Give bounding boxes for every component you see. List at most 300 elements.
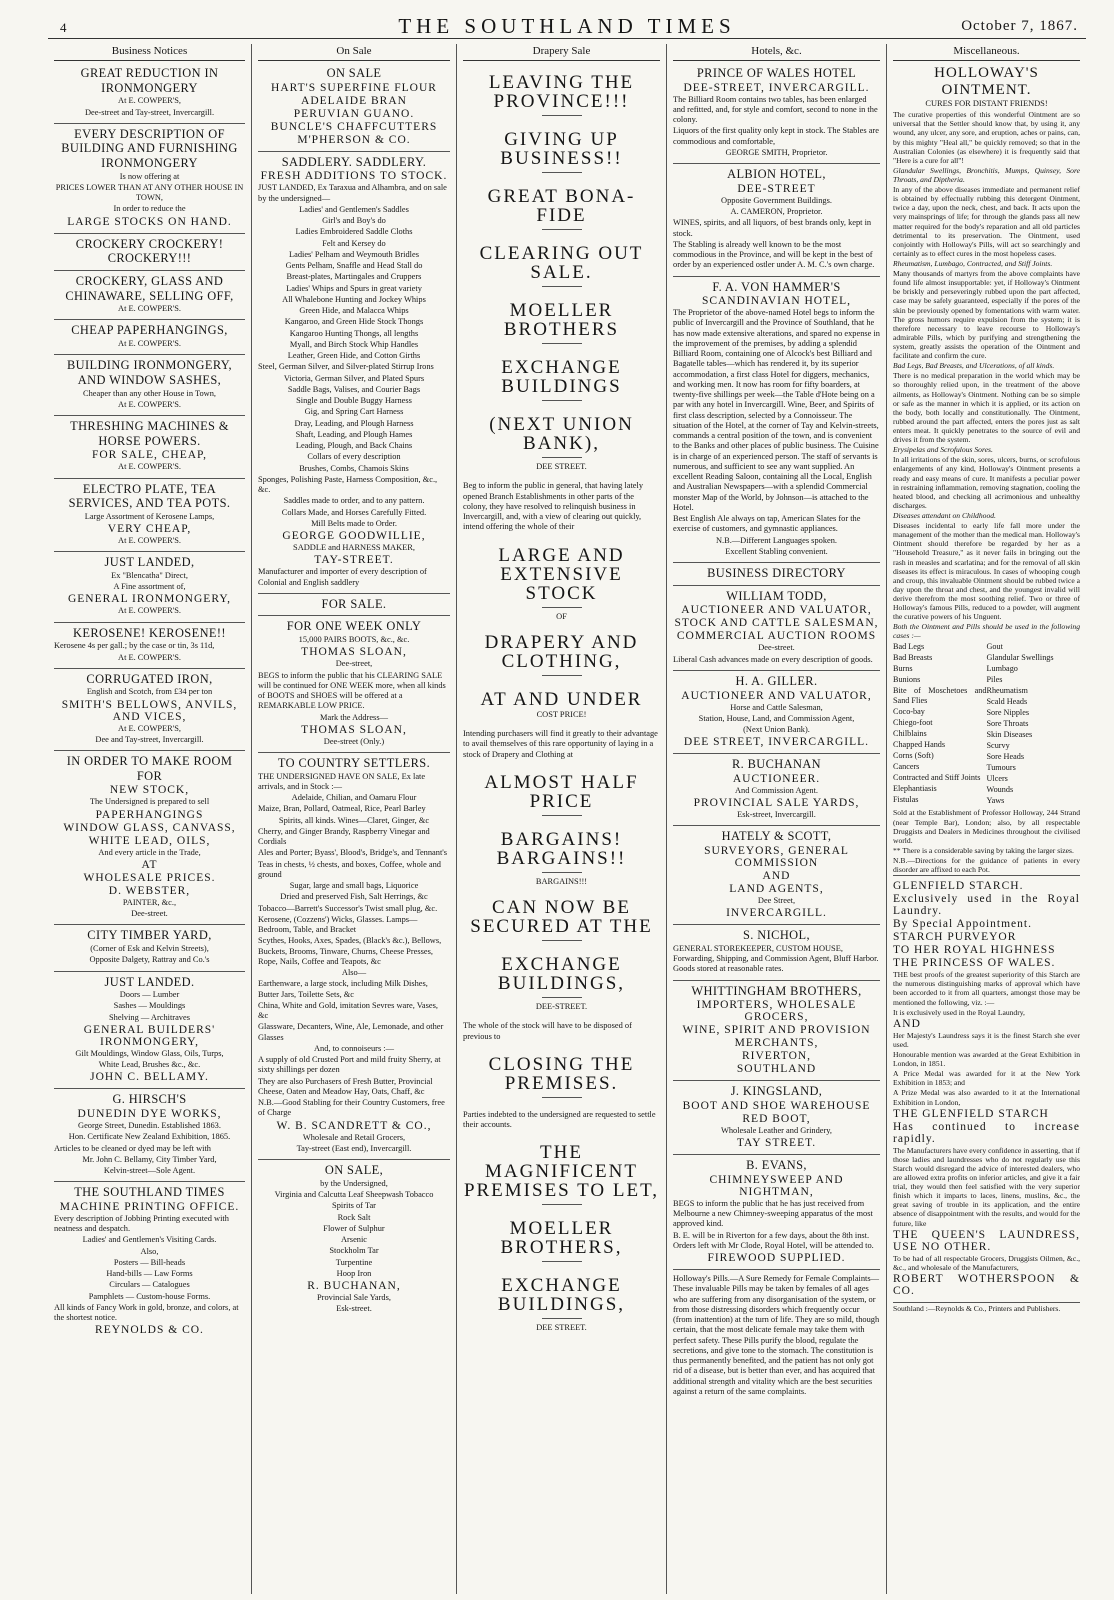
advert-line: Steel, German Silver, and Silver-plated Stirrup Irons xyxy=(258,362,434,372)
advert-heading: WHITTINGHAM BROTHERS, xyxy=(691,983,862,998)
advert-line: Myall, and Birch Stock Whip Handles xyxy=(289,339,419,349)
advert-line: A. CAMERON, Proprietor. xyxy=(730,207,823,216)
advert-line: Articles to be cleaned or dyed may be left with xyxy=(54,1143,211,1153)
advert xyxy=(54,479,245,553)
advert xyxy=(54,623,245,669)
advert-line: Gig, and Spring Cart Harness xyxy=(304,407,404,417)
advert-line: White Lead, Brushes &c., &c. xyxy=(98,1060,201,1070)
case-item: Bunions xyxy=(893,675,921,685)
advert-heading: BUSINESS DIRECTORY xyxy=(707,566,846,581)
advert-line: Dee-street. xyxy=(758,643,795,653)
drapery-line: AT AND UNDER xyxy=(480,688,643,710)
case-item: Skin Diseases xyxy=(986,730,1033,740)
paragraph: ** There is a considerable saving by taking the larger sizes. xyxy=(893,845,1074,855)
advert-line: B. E. will be in Riverton for a few days, about the 8th inst. Orders left with Mr Clode, Royal Hotel, will be attended to. xyxy=(673,1230,874,1250)
advert-line: At E. COWPER'S. xyxy=(118,304,181,314)
advert-line: WINES, spirits, and all liquors, of best brands only, kept in stock. xyxy=(673,218,872,238)
advert-line: Opposite Dalgety, Rattray and Co.'s xyxy=(89,955,210,965)
advert-line: HART'S SUPERFINE FLOUR xyxy=(271,81,437,94)
imprint: Southland :—Reynolds & Co., Printers and Publishers. xyxy=(893,1303,1061,1313)
advert-line: AND xyxy=(893,1017,921,1030)
paragraph: In any of the above diseases immediate and permanent relief is obtained by effectually rubbing this detergent Ointment, twice a day, upon the neck, chest, and back. It acts upon the very mainsprings of life; for through the glands pass all new matter required for the body's reparation and all old particles detrimental to its preservation. The Ointment, used conjointly with Holloway's Pills, will act so searchingly and certainly as to effect cures in the most hopeless cases. xyxy=(893,185,1080,258)
advert-line: AUCTIONEER. xyxy=(732,772,821,785)
advert-line: Best English Ale always on tap, American Slates for the exercise of customers, and gymnastic appliances. xyxy=(673,514,861,534)
advert-line: At E. COWPER'S, xyxy=(118,96,181,106)
cases-list xyxy=(893,641,1080,807)
advert-line: Kerosene 4s per gall.; by the case or tin, 3s 11d, xyxy=(54,641,215,651)
advert-line: Gents Pelham, Snaffle and Head Stall do xyxy=(285,261,423,270)
divider xyxy=(542,343,582,344)
advert-line: Shelving — Architraves xyxy=(109,1012,190,1022)
drapery-line: EXCHANGE BUILDINGS, xyxy=(497,954,626,994)
advert-line: Opposite Government Buildings. xyxy=(721,195,832,205)
advert xyxy=(673,925,880,980)
advert-line: Cheaper than any other House in Town, xyxy=(83,388,216,398)
advert-line: AT xyxy=(141,858,158,871)
advert-line: THE GLENFIELD STARCH xyxy=(893,1107,1049,1120)
advert-line: NEW STOCK, xyxy=(109,784,190,797)
advert-line: AUCTIONEER AND VALUATOR, xyxy=(681,689,872,702)
advert-line: Dee-street (Only.) xyxy=(323,736,385,746)
advert xyxy=(673,826,880,925)
holloway-title: HOLLOWAY'S OINTMENT. xyxy=(934,65,1039,98)
advert-line: Has continued to increase rapidly. xyxy=(893,1120,1080,1145)
advert-line: RIVERTON, xyxy=(741,1050,812,1063)
ads-list xyxy=(54,63,245,1341)
advert-heading: R. BUCHANAN xyxy=(731,757,822,772)
drapery-line: DEE STREET. xyxy=(536,462,587,471)
advert-line: Mark the Address— xyxy=(320,712,388,722)
advert-line: Pamphlets — Custom-house Forms. xyxy=(88,1291,211,1301)
advert-line: Sashes — Mouldings xyxy=(113,1001,186,1011)
drapery-line: OF xyxy=(556,611,567,621)
advert-line: IMPORTERS, WHOLESALE GROCERS, xyxy=(696,999,857,1024)
case-item: Coco-bay xyxy=(893,707,925,717)
advert-line: Dee and Tay-street, Invercargill. xyxy=(95,734,204,744)
advert-line: Shaft, Leading, and Plough Hames xyxy=(295,429,413,439)
advert-line: THE QUEEN'S LAUNDRESS, USE NO OTHER. xyxy=(893,1228,1080,1253)
case-item: Burns xyxy=(893,664,913,674)
advert-line: DEE STREET, INVERCARGILL. xyxy=(683,736,870,749)
advert-line: WINDOW GLASS, CANVASS, xyxy=(63,821,236,834)
advert-line: At E. COWPER'S. xyxy=(118,339,181,348)
advert-line: By Special Appointment. xyxy=(893,918,1032,931)
cases-right xyxy=(987,641,1081,807)
advert-line: At E. COWPER'S. xyxy=(118,536,181,545)
advert xyxy=(258,1160,450,1319)
advert-line: At E. COWPER'S, xyxy=(118,723,181,733)
advert-line: THE PRINCESS OF WALES. xyxy=(893,957,1056,970)
case-item: Wounds xyxy=(986,785,1014,795)
drapery-line: EXCHANGE BUILDINGS xyxy=(501,357,622,397)
advert-line: Doors — Lumber xyxy=(119,990,180,1000)
advert-line: N.B.—Good Stabling for their Country Customers, free of Charge xyxy=(258,1098,445,1118)
advert-line: Ales and Porter; Byass', Blood's, Bridge's, and Tennant's xyxy=(258,848,448,858)
advert-line: Also— xyxy=(341,968,367,978)
divider xyxy=(542,815,582,816)
advert-line: N.B.—Different Languages spoken. xyxy=(715,535,838,545)
advert-line: Circulars — Catalogues xyxy=(109,1280,190,1290)
advert xyxy=(673,563,880,586)
advert-line: Ladies' Pelham and Weymouth Bridles xyxy=(288,249,419,259)
advert-line: Glassware, Decanters, Wine, Ale, Lemonade, and other Glasses xyxy=(258,1022,444,1042)
advert xyxy=(54,1182,245,1341)
case-item: Scald Heads xyxy=(986,697,1028,707)
drapery-line: DEE-STREET. xyxy=(535,1002,588,1011)
drapery-line: COST PRICE! xyxy=(536,709,587,719)
advert-line: BEGS to inform the public that he has just received from Melbourne a new Chimney-sweeping apparatus of the most approved kind. xyxy=(673,1198,873,1229)
column-heading: Drapery Sale xyxy=(463,44,660,61)
advert-line: Dee-street, xyxy=(335,659,373,669)
column-heading: Miscellaneous. xyxy=(893,44,1080,61)
drapery-line: THE MAGNIFICENT PREMISES TO LET, xyxy=(463,1142,660,1202)
case-item: Contracted and Stiff Joints xyxy=(893,773,981,783)
case-item: Elephantiasis xyxy=(893,784,937,794)
advert-line: STOCK AND CATTLE SALESMAN, xyxy=(674,617,879,630)
advert-line: Felt and Kersey do xyxy=(322,238,386,248)
advert-line: Esk-street. xyxy=(336,1304,372,1314)
advert-line: Tobacco—Barrett's Successor's Twist small plug, &c. xyxy=(258,903,438,913)
advert-line: WHITE LEAD, OILS, xyxy=(88,834,211,847)
advert-line: Teas in chests, ½ chests, and boxes, Coffee, whole and ground xyxy=(258,859,441,879)
advert-heading: THE SOUTHLAND TIMES xyxy=(74,1185,225,1200)
advert-line: INVERCARGILL. xyxy=(726,907,827,920)
drapery-line: MOELLER BROTHERS xyxy=(503,300,620,340)
advert-line: THOMAS SLOAN, xyxy=(301,723,407,736)
advert-line: Collars Made, and Horses Carefully Fitted. xyxy=(281,507,427,517)
advert-heading: B. EVANS, xyxy=(746,1158,807,1173)
drapery-line: ALMOST HALF PRICE xyxy=(484,771,639,812)
advert xyxy=(673,671,880,754)
advert xyxy=(673,981,880,1082)
advert-line: Single and Double Buggy Harness xyxy=(296,396,412,405)
advert-line: Horse and Cattle Salesman, xyxy=(730,702,823,712)
drapery-line: GIVING UP BUSINESS!! xyxy=(500,129,623,169)
advert-line: At E. COWPER'S. xyxy=(118,462,181,472)
column-heading: On Sale xyxy=(258,44,450,61)
advert-line: FRESH ADDITIONS TO STOCK. xyxy=(260,170,448,183)
columns xyxy=(48,44,1086,1594)
case-item: Sore Nipples xyxy=(986,708,1030,718)
advert-line: Gilt Mouldings, Window Glass, Oils, Turps, xyxy=(75,1048,224,1058)
advert-line: MERCHANTS, xyxy=(734,1037,819,1050)
advert-heading: J. KINGSLAND, xyxy=(730,1084,823,1099)
advert-line: BUNCLE'S CHAFFCUTTERS xyxy=(270,120,438,133)
drapery-line: CLEARING OUT SALE. xyxy=(479,243,644,283)
advert-line: Dee Street, xyxy=(757,896,796,905)
advert-heading: TO COUNTRY SETTLERS. xyxy=(277,756,431,770)
advert-heading: JUST LANDED, xyxy=(104,555,195,570)
paragraph: There is no medical preparation in the world which may be so thoroughly relied upon, in the treatment of the above ailments, as Holloway's Ointment. Nothing can be so simple or safe as the manner in which it is applied, or its action on the body, both locally and constitutionally. The Ointment, rubbed around the part affected, enters the pores just as salt enters meat. It quickly penetrates to the source of evil and drives it from the system. xyxy=(893,371,1080,445)
divider xyxy=(542,400,582,401)
advert-line: COMMERCIAL AUCTION ROOMS xyxy=(676,630,877,643)
advert xyxy=(258,753,450,1160)
advert-heading: CHEAP PAPERHANGINGS, xyxy=(71,323,228,338)
advert-line: TAY-STREET. xyxy=(314,554,394,567)
paragraph: Diseases incidental to early life fall more under the management of the mother than the medical man. Holloway's Ointment should therefore be regarded by her as a "Household Treasure," as it never fails in bringing out the rash in measles and scarlatina; and for the removal of all skin diseases its effect is miraculous. In cases of whooping cough and croup, this invaluable Ointment should be rubbed twice a day upon the throat and chest, and the youngest invalid will derive therefrom the most soothing relief. Two or three of Holloway's famous Pills, reduced to a powder, will augment the curative powers of his Unguent. xyxy=(893,521,1080,622)
drapery-line: (NEXT UNION BANK), xyxy=(489,414,634,454)
drapery-line: DRAPERY AND CLOTHING, xyxy=(484,631,639,672)
column-miscellaneous xyxy=(886,44,1086,1594)
advert-line: LAND AGENTS, xyxy=(729,883,824,895)
advert-heading: WILLIAM TODD, xyxy=(726,588,827,603)
advert-heading: THRESHING MACHINES & HORSE POWERS. xyxy=(70,419,229,448)
case-item: Fistulas xyxy=(893,795,919,805)
divider xyxy=(542,1097,582,1098)
advert-line: Breast-plates, Martingales and Cruppers xyxy=(286,272,422,282)
column-business-notices xyxy=(48,44,251,1594)
advert-line: (Corner of Esk and Kelvin Streets), xyxy=(90,944,209,953)
advert-line: AUCTIONEER AND VALUATOR, xyxy=(681,604,872,617)
case-item: Scurvy xyxy=(986,741,1010,751)
advert-line: JOHN C. BELLAMY. xyxy=(90,1071,209,1084)
divider xyxy=(542,997,582,998)
advert-line: THOMAS SLOAN, xyxy=(301,646,407,659)
advert-line: Wholesale and Retail Grocers, xyxy=(302,1132,406,1142)
advert-line: R. BUCHANAN, xyxy=(307,1280,401,1292)
holloway-body xyxy=(893,110,1080,1313)
advert xyxy=(54,271,245,321)
advert-line: D. WEBSTER, xyxy=(108,884,191,897)
advert-line: And, to connoiseurs :— xyxy=(313,1043,395,1053)
starch-advert xyxy=(893,875,1080,1303)
case-item: Sore Heads xyxy=(986,752,1025,762)
advert-line: GEORGE SMITH, Proprietor. xyxy=(725,147,828,157)
divider xyxy=(542,1318,582,1319)
advert-line: English and Scotch, from £34 per ton xyxy=(86,687,213,697)
paragraph: In all irritations of the skin, sores, ulcers, burns, or scrofulous enlargements of any kind, Holloway's Ointment presents a ready and easy means of cure. It manifests a peculiar power in restraining inflammation, removing stagnation, cooling the heated blood, and checking all acrimonious and unhealthy discharges. xyxy=(893,455,1080,510)
advert-line: Spirits, all kinds. Wines—Claret, Ginger, &c xyxy=(278,815,430,825)
advert-line: (Next Union Bank). xyxy=(743,725,810,734)
advert-heading: ON SALE xyxy=(326,66,382,80)
advert-line: Liberal Cash advances made on every description of goods. xyxy=(673,654,873,664)
case-item: Yaws xyxy=(986,796,1005,806)
case-item: Cancers xyxy=(893,762,920,772)
subheading: Both the Ointment and Pills should be used in the following cases :— xyxy=(893,622,1080,641)
advert xyxy=(54,416,245,479)
advert-line: MACHINE PRINTING OFFICE. xyxy=(59,1200,240,1213)
advert-line: 15,000 PAIRS BOOTS, &c., &c. xyxy=(298,635,410,644)
advert-line: STARCH PURVEYOR xyxy=(893,931,1017,944)
paragraph: The Manufacturers have every confidence in asserting, that if those ladies and laundresses who do not regularly use this Starch would disregard the advice of interested dealers, who are allowed extra profits on inferior articles, and give it a fair trial, they would then feel satisfied with the very superior finish which it imparts to laces, linens, muslins, &c., the great saving of trouble in its application, and the entire absence of disappointment with the results, and would for the future, like xyxy=(893,1145,1080,1228)
masthead xyxy=(48,12,1086,39)
advert-line: Dee-street. xyxy=(131,909,168,919)
case-item: Ulcers xyxy=(986,774,1008,784)
advert-line: Saddle Bags, Valises, and Courier Bags xyxy=(287,384,421,394)
advert-line: Wholesale Leather and Grindery, xyxy=(720,1125,833,1135)
paragraph: THE best proofs of the greatest superiority of this Starch are the numerous distinguishing marks of approval which have been accorded to it from all quarters, amongst those may be mentioned the following, viz. :— xyxy=(893,970,1080,1007)
advert-heading: CROCKERY CROCKERY! CROCKERY!!! xyxy=(75,236,224,266)
advert xyxy=(54,1089,245,1182)
advert-line: Kangaroo Hunting Thongs, all lengths xyxy=(289,328,419,338)
advert-heading: S. NICHOL, xyxy=(743,928,810,943)
drapery-advert xyxy=(463,63,660,1334)
advert-line: TO HER ROYAL HIGHNESS xyxy=(893,944,1056,957)
advert-line: GEORGE GOODWILLIE, xyxy=(282,530,426,542)
advert xyxy=(258,63,450,152)
advert-line: Manufacturer and importer of every description of Colonial and English saddlery xyxy=(258,567,427,587)
subheading: Bad Legs, Bad Breasts, and Ulcerations, of all kinds. xyxy=(893,361,1055,371)
divider xyxy=(542,115,582,116)
case-item: Glandular Swellings xyxy=(986,653,1054,663)
advert-line: All Whalebone Hunting and Jockey Whips xyxy=(282,294,426,304)
advert-heading: EVERY DESCRIPTION OF BUILDING AND FURNISHING IRONMONGERY xyxy=(61,126,238,170)
newspaper-title: THE SOUTHLAND TIMES xyxy=(398,14,736,38)
subheading: Glandular Swellings, Bronchitis, Mumps, Quinsey, Sore Throats, and Diptheria. xyxy=(893,165,1080,185)
advert-heading: ALBION HOTEL, xyxy=(727,167,826,182)
case-item: Chapped Hands xyxy=(893,740,946,750)
paragraph: Sold at the Establishment of Professor Holloway, 244 Strand (near Temple Bar), London; also, by all respectable Druggists and Dealers in Medicines throughout the civilised world. xyxy=(893,808,1080,845)
advert-line: BEGS to inform the public that his CLEARING SALE will be continued for ONE WEEK more, when all kinds of BOOTS and SHOES will be offered at a REMARKABLE LOW PRICE. xyxy=(258,670,446,711)
advert-line: PERUVIAN GUANO. xyxy=(293,107,415,120)
advert-line: Cherry, and Ginger Brandy, Raspberry Vinegar and Cordials xyxy=(258,826,430,847)
advert-line: George Street, Dunedin. Established 1863. xyxy=(78,1121,221,1130)
advert-line: TAY STREET. xyxy=(736,1137,817,1150)
advert-line: AND xyxy=(762,870,791,882)
advert-line: Mill Belts made to Order. xyxy=(311,518,397,528)
case-item: Bite of Moschetoes and Sand Flies xyxy=(893,686,987,706)
ads-list xyxy=(258,63,450,1320)
advert-heading: PRINCE OF WALES HOTEL xyxy=(696,66,857,80)
advert xyxy=(54,355,245,416)
advert-line: Leading, Plough, and Back Chains xyxy=(295,441,413,450)
advert-line: ADELAIDE BRAN xyxy=(301,94,407,107)
advert-line: Provincial Sale Yards, xyxy=(317,1293,391,1302)
advert xyxy=(673,1081,880,1155)
advert-line: Dray, Leading, and Plough Harness xyxy=(294,418,414,428)
advert-line: VERY CHEAP, xyxy=(107,523,192,535)
advert-line: Tay-street (East end), Invercargill. xyxy=(296,1143,412,1153)
divider xyxy=(542,940,582,941)
advert-line: DEE-STREET, INVERCARGILL. xyxy=(683,81,870,94)
advert-line: Scythes, Hooks, Axes, Spades, (Black's &c.), Bellows, Buckets, Brooms, Tinware, Churns, Cheese Presses, Rope, Nails, Coffee and Teapots, &c xyxy=(258,936,442,966)
advert-line: Kerosene, (Cozzens') Wicks, Glasses. Lamps—Bedroom, Table, and Bracket xyxy=(258,914,418,935)
case-item: Gout xyxy=(986,642,1003,652)
advert xyxy=(54,972,245,1090)
advert-line: Leather, Green Hide, and Cotton Girths xyxy=(287,351,421,360)
drapery-text: Parties indebted to the undersigned are requested to settle their accounts. xyxy=(463,1109,656,1129)
advert-line: Maize, Bran, Pollard, Oatmeal, Rice, Pearl Barley xyxy=(258,804,426,814)
advert xyxy=(673,277,880,564)
advert xyxy=(258,152,450,594)
advert xyxy=(673,63,880,164)
advert-line: JUST LANDED, Ex Taraxua and Alhambra, and on sale by the undersigned— xyxy=(258,183,447,203)
advert-line: Sugar, large and small bags, Liquorice xyxy=(289,881,419,891)
column-on-sale xyxy=(251,44,456,1594)
advert-line: The Undersigned is prepared to sell xyxy=(89,797,210,807)
drapery-line: CAN NOW BE SECURED AT THE xyxy=(470,897,653,937)
advert-line: Arsenic xyxy=(340,1235,368,1244)
paragraph: Honourable mention was awarded at the Great Exhibition in London, in 1851. xyxy=(893,1050,1080,1069)
advert-line: PROVINCIAL SALE YARDS, xyxy=(693,797,860,810)
column-heading: Hotels, &c. xyxy=(673,44,880,61)
advert-line: Green Hide, and Malacca Whips xyxy=(299,306,409,315)
divider xyxy=(542,1204,582,1205)
advert-line: by the Undersigned, xyxy=(320,1178,388,1188)
subheading: Diseases attendant on Childhood. xyxy=(893,510,996,520)
advert-line: In order to reduce the xyxy=(113,204,186,214)
advert-line: A supply of old Crusted Port and mild fruity Sherry, at sixty shillings per dozen xyxy=(258,1055,441,1075)
advert-line: Ladies' Whips and Spurs in great variety xyxy=(286,283,422,293)
advert-line: At E. COWPER'S. xyxy=(118,606,181,616)
drapery-line: BARGAINS! BARGAINS!! xyxy=(496,828,627,869)
advert xyxy=(673,1270,880,1402)
advert xyxy=(673,1155,880,1270)
case-item: Corns (Soft) xyxy=(893,751,934,761)
advert-line: Spirits of Tar xyxy=(332,1201,376,1211)
advert-heading: CROCKERY, GLASS AND CHINAWARE, SELLING OFF, xyxy=(65,273,234,303)
advert-line: Posters — Bill-heads xyxy=(113,1257,186,1267)
advert-line: Ladies Embroidered Saddle Cloths xyxy=(295,227,413,237)
advert-heading: CORRUGATED IRON, xyxy=(86,671,213,686)
paragraph: N.B.—Directions for the guidance of patients in every disorder are affixed to each Pot. xyxy=(893,856,1080,875)
divider xyxy=(542,286,582,287)
advert xyxy=(54,124,245,234)
advert xyxy=(54,552,245,622)
paragraph: A Price Medal was awarded for it at the New York Exhibition in 1853; and xyxy=(893,1069,1080,1088)
advert-line: Is now offering at xyxy=(119,171,180,181)
advert-line: DEE-STREET xyxy=(737,182,816,195)
divider xyxy=(542,675,582,676)
advert-line: Collars of every description xyxy=(307,452,401,462)
divider xyxy=(542,172,582,173)
case-item: Chilblains xyxy=(893,729,927,739)
column-hotels xyxy=(666,44,886,1594)
drapery-line: EXCHANGE BUILDINGS, xyxy=(497,1275,626,1316)
paragraph: A Prize Medal was also awarded to it at the International Exhibition in London, xyxy=(893,1088,1080,1107)
advert-line: Ex "Blencatha" Direct, xyxy=(111,570,188,580)
drapery-line: GREAT BONA-FIDE xyxy=(487,186,636,226)
advert-line: Station, House, Land, and Commission Agent, xyxy=(698,713,855,723)
holloway-subtitle: CURES FOR DISTANT FRIENDS! xyxy=(925,99,1048,108)
subheading: Erysipelas and Scrofulous Sores. xyxy=(893,445,993,455)
advert-line: And Commission Agent. xyxy=(734,785,819,795)
advert-line: FIREWOOD SUPPLIED. xyxy=(707,1252,846,1264)
cases-left xyxy=(893,641,987,807)
advert-line: PRICES LOWER THAN AT ANY OTHER HOUSE IN TOWN, xyxy=(55,182,244,203)
advert-heading: F. A. VON HAMMER'S xyxy=(712,279,841,294)
advert xyxy=(258,616,450,753)
drapery-line: BARGAINS!!! xyxy=(535,876,588,886)
case-item: Rheumatism xyxy=(986,686,1028,696)
advert-heading: H. A. GILLER. xyxy=(735,673,818,688)
advert-line: Esk-street, Invercargill. xyxy=(737,810,816,820)
advert-line: Mr. John C. Bellamy, City Timber Yard, xyxy=(82,1154,217,1164)
advert-line: SOUTHLAND xyxy=(736,1063,817,1076)
advert-line: Hand-bills — Law Forms xyxy=(106,1269,193,1279)
advert-line: PAPERHANGINGS xyxy=(95,808,204,821)
advert-line: FOR SALE, CHEAP, xyxy=(91,449,208,462)
drapery-text: Intending purchasers will find it greatly to their advantage to avail themselves of this rare opportunity of laying in a stock of Drapery and Clothing at xyxy=(463,729,658,759)
advert-line: Sponges, Polishing Paste, Harness Composition, &c., &c. xyxy=(258,474,438,494)
advert-heading: FOR ONE WEEK ONLY xyxy=(286,619,422,634)
advert-line: THE UNDERSIGNED HAVE ON SALE, Ex late arrivals, and in Stock :— xyxy=(258,771,426,791)
advert-line: Turpentine xyxy=(335,1257,373,1267)
advert-line: Saddles made to order, and to any pattern. xyxy=(283,496,425,506)
advert-line: Rock Salt xyxy=(337,1212,371,1222)
advert-heading: BUILDING IRONMONGERY, AND WINDOW SASHES, xyxy=(66,358,233,387)
advert-line: Earthenware, a large stock, including Milk Dishes, Butter Jars, Toilette Sets, &c xyxy=(258,979,428,999)
advert-line: Hon. Certificate New Zealand Exhibition, 1865. xyxy=(68,1132,231,1142)
advert-heading: HATELY & SCOTT, xyxy=(721,829,832,844)
advert-line: REYNOLDS & CO. xyxy=(95,1324,204,1337)
advert-line: And every article in the Trade, xyxy=(98,847,201,857)
advert-line: SCANDINAVIAN HOTEL, xyxy=(701,295,852,308)
advert-heading: G. HIRSCH'S xyxy=(112,1092,187,1107)
advert-line: They are also Purchasers of Fresh Butter, Provincial Cheese, Oaten and Meadow Hay, Oats, Chaff, &c xyxy=(258,1076,433,1096)
case-item: Piles xyxy=(986,675,1003,685)
advert-line: CHIMNEYSWEEP AND NIGHTMAN, xyxy=(709,1173,844,1198)
